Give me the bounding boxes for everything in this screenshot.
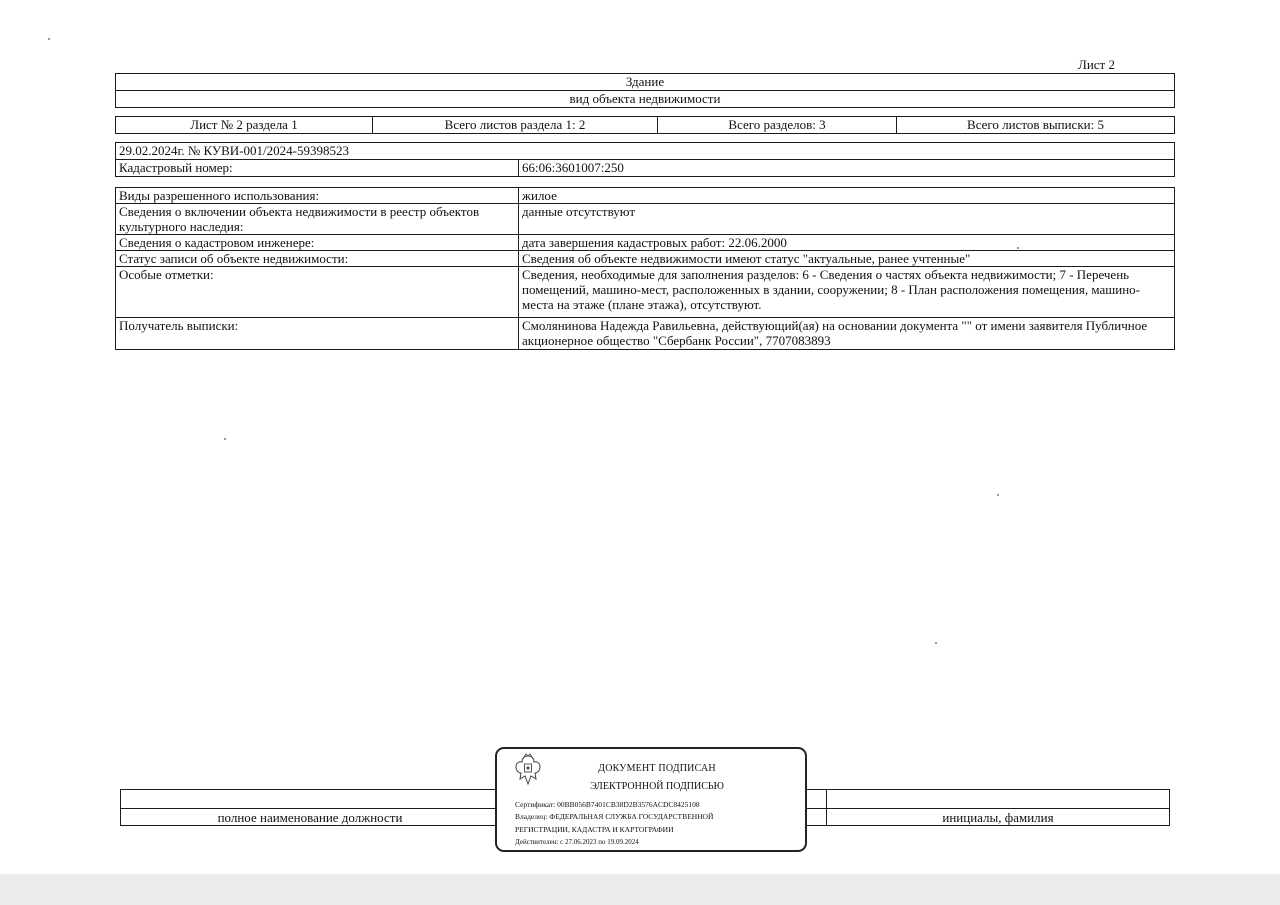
- total-sections: Всего разделов: 3: [658, 117, 897, 134]
- document-number: 29.02.2024г. № КУВИ-001/2024-59398523: [116, 143, 1175, 160]
- scan-bottom-edge: [0, 874, 1280, 905]
- row-label: Сведения о включении объекта недвижимости в реестр объектов культурного наследия:: [116, 204, 519, 235]
- row-value: дата завершения кадастровых работ: 22.06.2000: [519, 235, 1175, 251]
- cadastral-label: Кадастровый номер:: [116, 160, 519, 177]
- row-label: Особые отметки:: [116, 267, 519, 318]
- stamp-title: ДОКУМЕНТ ПОДПИСАН: [598, 763, 716, 774]
- row-label: Статус записи об объекте недвижимости:: [116, 251, 519, 267]
- sheet-label: Лист 2: [1078, 57, 1115, 72]
- total-sheets-extract: Всего листов выписки: 5: [897, 117, 1175, 134]
- stamp-owner-line2: РЕГИСТРАЦИИ, КАДАСТРА И КАРТОГРАФИИ: [515, 825, 674, 834]
- stamp-certificate: Сертификат: 00BB056B7401CB38D2B3576ACDC8425108: [515, 800, 700, 809]
- document-id-table: [115, 142, 1175, 177]
- object-title: Здание: [116, 74, 1175, 91]
- row-label: Сведения о кадастровом инженере:: [116, 235, 519, 251]
- table-row: [116, 267, 1175, 318]
- object-kind: вид объекта недвижимости: [116, 91, 1175, 108]
- cadastral-number: 66:06:3601007:250: [519, 160, 1175, 177]
- table-row: [116, 318, 1175, 350]
- scan-speck: [997, 494, 999, 496]
- position-label: полное наименование должности: [121, 809, 500, 826]
- scan-speck: [935, 642, 937, 644]
- table-row: [116, 204, 1175, 235]
- header-table: [115, 73, 1175, 108]
- scan-speck: [224, 438, 226, 440]
- total-sheets-section: Всего листов раздела 1: 2: [373, 117, 658, 134]
- name-blank: [827, 790, 1170, 809]
- electronic-signature-stamp: [495, 747, 807, 852]
- scan-speck: [1017, 247, 1019, 249]
- name-label: инициалы, фамилия: [827, 809, 1170, 826]
- row-value: Смолянинова Надежда Равильевна, действующий(ая) на основании документа "" от имени заявителя Публичное акционерное общество "Сбербанк России", 7707083893: [519, 318, 1175, 350]
- stamp-owner-line1: Владелец: ФЕДЕРАЛЬНАЯ СЛУЖБА ГОСУДАРСТВЕННОЙ: [515, 812, 714, 821]
- table-row: [116, 251, 1175, 267]
- sheet-of-section: Лист № 2 раздела 1: [116, 117, 373, 134]
- table-row: [116, 188, 1175, 204]
- stamp-subtitle: ЭЛЕКТРОННОЙ ПОДПИСЬЮ: [590, 781, 724, 792]
- row-value: Сведения об объекте недвижимости имеют статус "актуальные, ранее учтенные": [519, 251, 1175, 267]
- row-label: Виды разрешенного использования:: [116, 188, 519, 204]
- row-value: Сведения, необходимые для заполнения разделов: 6 - Сведения о частях объекта недвижимости; 7 - Перечень помещений, машино-мест, расположенных в здании, сооружении; 8 - План расположения помещения, машино-места на этаже (плане этажа), отсутствуют.: [519, 267, 1175, 318]
- sheet-meta-table: [115, 116, 1175, 134]
- table-row: [116, 235, 1175, 251]
- row-value: данные отсутствуют: [519, 204, 1175, 235]
- position-blank: [121, 790, 500, 809]
- row-value: жилое: [519, 188, 1175, 204]
- row-label: Получатель выписки:: [116, 318, 519, 350]
- property-details-table: [115, 187, 1175, 350]
- stamp-validity: Действителен: с 27.06.2023 по 19.09.2024: [515, 838, 639, 846]
- scan-speck: [48, 38, 50, 40]
